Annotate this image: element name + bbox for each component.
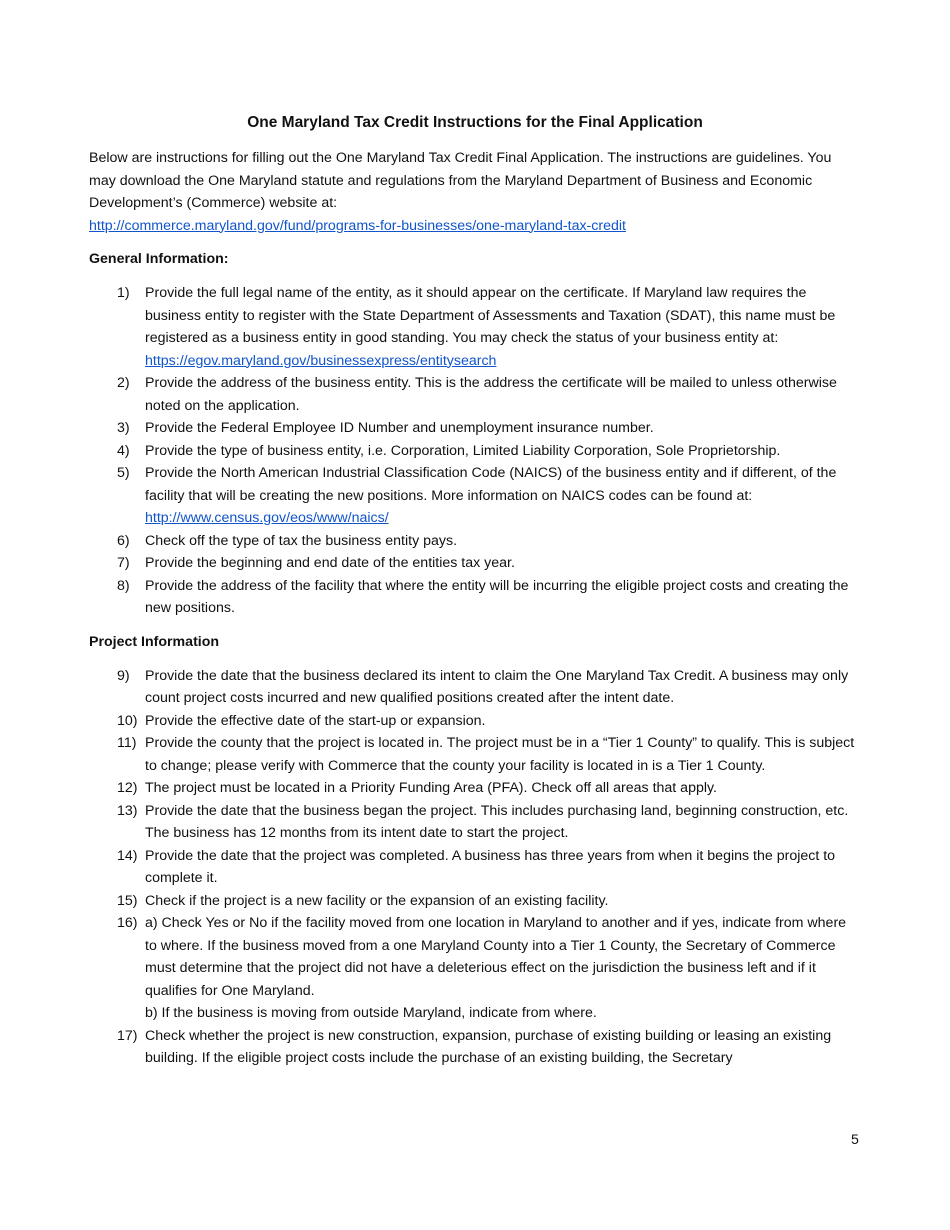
item-number: 15) <box>117 892 138 909</box>
item-text: Provide the beginning and end date of the entities tax year. <box>145 555 515 571</box>
item-number: 1) <box>117 285 130 301</box>
item-text: Provide the Federal Employee ID Number and unemployment insurance number. <box>145 420 654 436</box>
list-item <box>89 710 861 733</box>
item-text: Check whether the project is new construction, expansion, purchase of existing building or leasing an existing building. If the eligible project costs include the purchase of an existing building, the Secretary <box>145 1027 832 1066</box>
list-item <box>89 732 861 777</box>
item-text: a) Check Yes or No if the facility moved from one location in Maryland to another and if yes, indicate from where to where. If the business moved from a one Maryland County into a Tier 1 County, the Secretary of Commerce must determine that the project did not have a deleterious effect on the jurisdiction the business left and if it qualifies for One Maryland. <box>145 915 847 999</box>
item-number: 11) <box>117 735 137 751</box>
item-text: Check off the type of tax the business entity pays. <box>145 532 458 549</box>
item-text: Provide the type of business entity, i.e. Corporation, Limited Liability Corporation, Sole Proprietorship. <box>145 442 781 459</box>
item-text: Check if the project is a new facility or the expansion of an existing facility. <box>145 892 609 909</box>
list-item <box>89 530 861 553</box>
list-item <box>89 800 861 845</box>
item-text: Provide the address of the facility that where the entity will be incurring the eligible project costs and creating the new positions. <box>145 577 849 616</box>
list-item <box>89 372 861 417</box>
item-text: Provide the date that the project was completed. A business has three years from when it begins the project to complete it. <box>145 847 836 886</box>
item-number: 12) <box>117 780 138 796</box>
page-number: 5 <box>851 1132 859 1148</box>
list-item <box>89 282 861 372</box>
item-number: 7) <box>117 555 130 571</box>
list-item <box>89 417 861 440</box>
document-title: One Maryland Tax Credit Instructions for the Final Application <box>247 114 703 131</box>
item-text: Provide the North American Industrial Classification Code (NAICS) of the business entity and if different, of the facility that will be creating the new positions. More information on NAICS codes can be found at: <box>145 465 837 504</box>
list-item <box>89 440 861 463</box>
list-item <box>89 890 861 913</box>
item-text: The project must be located in a Priority Funding Area (PFA). Check off all areas that apply. <box>145 780 717 796</box>
list-item <box>89 845 861 890</box>
item-number: 9) <box>117 667 130 684</box>
item-number: 2) <box>117 375 130 391</box>
item-text: Provide the date that the business declared its intent to claim the One Maryland Tax Credit. A business may only count project costs incurred and new qualified positions created after the intent date. <box>145 667 849 706</box>
general-information-list <box>89 282 861 620</box>
list-item <box>89 1025 861 1070</box>
list-item <box>89 665 861 710</box>
list-item <box>89 777 861 800</box>
item-number: 17) <box>117 1027 138 1044</box>
item-number: 6) <box>117 532 130 549</box>
sdat-entity-search-link[interactable]: https://egov.maryland.gov/businessexpress/entitysearch <box>145 352 497 369</box>
document-page <box>89 113 861 1070</box>
intro-text: Below are instructions for filling out the One Maryland Tax Credit Final Application. The instructions are guidelines. You may download the One Maryland statute and regulations from the Maryland Department of Business and Economic Development’s (Commerce) website at: <box>89 150 832 211</box>
list-item <box>89 462 861 530</box>
intro-paragraph <box>89 147 861 237</box>
item-number: 14) <box>117 847 138 864</box>
list-item <box>89 912 861 1025</box>
list-item <box>89 575 861 620</box>
item-number: 8) <box>117 577 130 594</box>
general-information-heading: General Information: <box>89 251 229 267</box>
item-text: Provide the county that the project is located in. The project must be in a “Tier 1 County” to qualify. This is subject to change; please verify with Commerce that the county your facility is located in is a Tier 1 County. <box>145 735 855 774</box>
item-text: Provide the date that the business began the project. This includes purchasing land, beginning construction, etc. The business has 12 months from its intent date to start the project. <box>145 802 849 841</box>
item-number: 5) <box>117 465 130 481</box>
project-information-heading: Project Information <box>89 633 220 650</box>
item-text: Provide the effective date of the start-up or expansion. <box>145 712 486 729</box>
item-number: 16) <box>117 915 138 931</box>
project-information-list <box>89 665 861 1070</box>
list-item <box>89 552 861 575</box>
item-number: 13) <box>117 802 138 819</box>
item-text: Provide the address of the business entity. This is the address the certificate will be mailed to unless otherwise noted on the application. <box>145 375 837 414</box>
item-number: 4) <box>117 442 130 459</box>
commerce-website-link[interactable]: http://commerce.maryland.gov/fund/programs-for-businesses/one-maryland-tax-credit <box>89 217 626 234</box>
naics-link[interactable]: http://www.census.gov/eos/www/naics/ <box>145 510 389 526</box>
item-text: Provide the full legal name of the entity, as it should appear on the certificate. If Maryland law requires the business entity to register with the State Department of Assessments and Taxation (SDAT), this name must be registered as a business entity in good standing. You may check the status of your business entity at: <box>145 285 836 346</box>
item-subtext: b) If the business is moving from outside Maryland, indicate from where. <box>145 1005 597 1021</box>
item-number: 10) <box>117 712 138 729</box>
item-number: 3) <box>117 420 130 436</box>
